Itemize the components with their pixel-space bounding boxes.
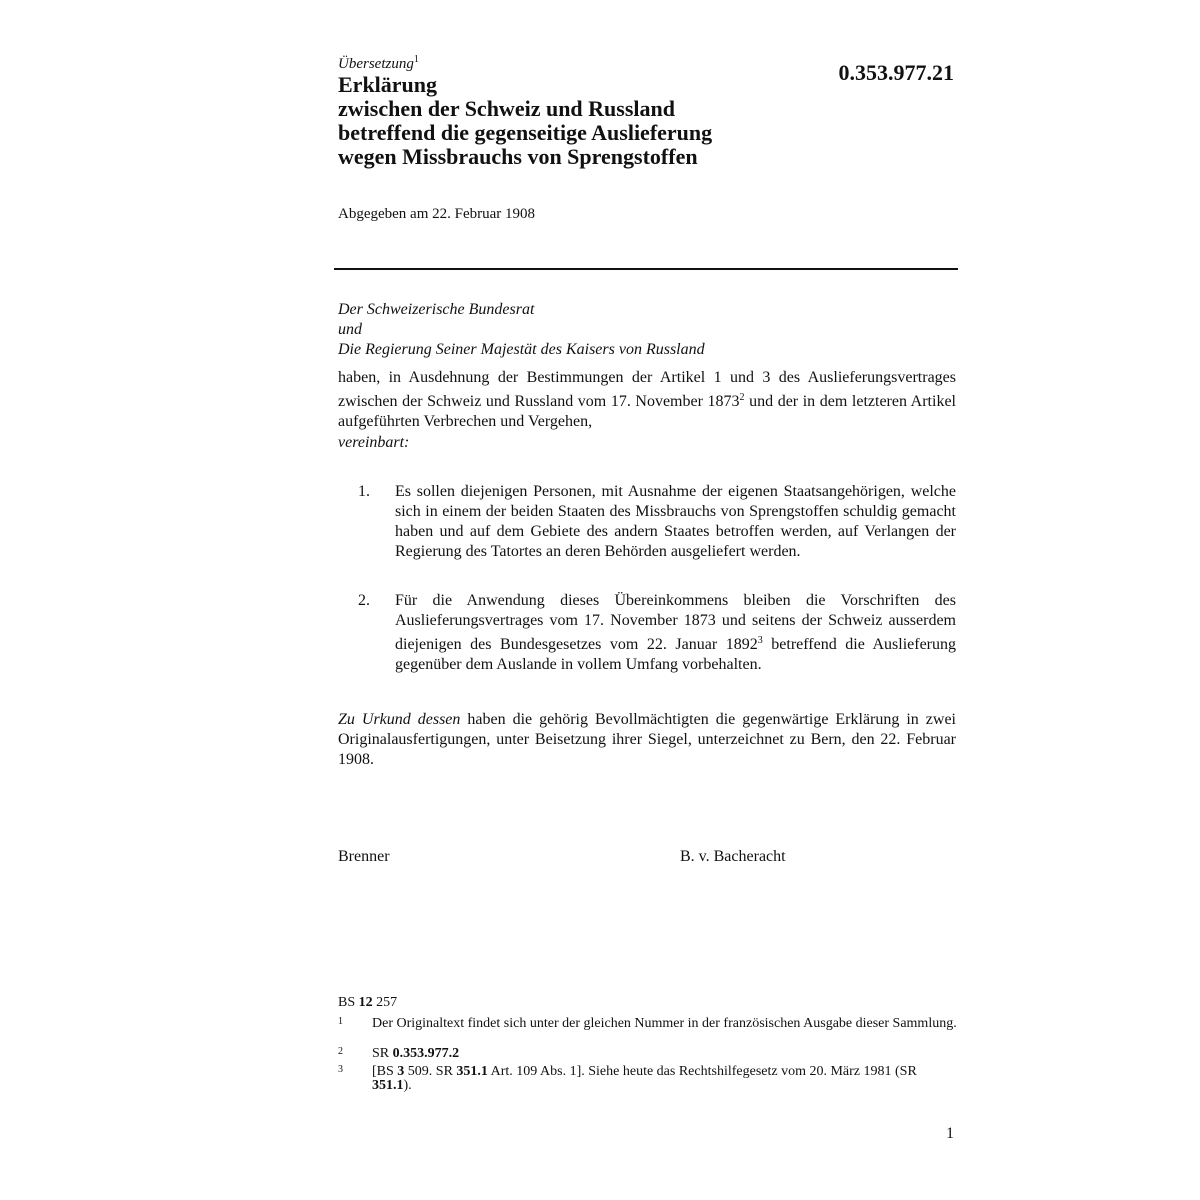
footnote-number: 2 <box>338 1046 343 1057</box>
party-line: Der Schweizerische Bundesrat <box>338 301 535 318</box>
title-line: wegen Missbrauchs von Sprengstoffen <box>338 144 698 169</box>
footnote-ref-3[interactable]: 3 <box>757 635 763 646</box>
party-line: und <box>338 321 362 338</box>
sr-link[interactable]: 0.353.977.2 <box>392 1046 460 1061</box>
translation-label: Übersetzung$^1$ <box>338 54 419 72</box>
sr-link[interactable]: 351.1 <box>456 1064 488 1079</box>
sr-number: 0.353.977.21 <box>838 60 954 85</box>
footnote-text: [BS 3 509. SR 351.1 Art. 109 Abs. 1]. Siehe heute das Rechtshilfegesetz vom 20. März 1981 (SR 351.1). <box>372 1064 917 1093</box>
article-text: Es sollen diejenigen Personen, mit Ausnahme der eigenen Staatsangehörigen, welche sich in einem der beiden Staaten des Missbrauchs von Sprengstoffen schuldig gemacht haben und auf dem Gebiete des andern Staates betroffen werden, auf Verlangen der Regierung des Tatortes an deren Behörden ausgeliefert werden. <box>395 483 956 560</box>
footnote-number: 1 <box>338 1016 343 1027</box>
footnote-text: SR 0.353.977.2 <box>372 1046 460 1061</box>
footnote-ref-1[interactable]: 1 <box>413 54 419 65</box>
title-line: zwischen der Schweiz und Russland <box>338 96 675 121</box>
page-number: 1 <box>946 1125 954 1142</box>
agreed-label: vereinbart: <box>338 434 410 451</box>
party-line: Die Regierung Seiner Majestät des Kaisers von Russland <box>338 341 705 358</box>
contracting-parties <box>338 300 705 360</box>
source-reference: BS 12 257 <box>338 995 398 1010</box>
article-text: Für die Anwendung dieses Übereinkommens bleiben die Vorschriften des Auslieferungsvertrages vom 17. November 1873 und seitens der Schweiz ausserdem diejenigen des Bundesgesetzes vom 22. Januar 1892$^3$ betreffend die Auslieferung gegenüber dem Auslande in vollem Umfang vorbehalten. <box>395 592 957 673</box>
footnote-text: Der Originaltext findet sich unter der gleichen Nummer in der französischen Ausgabe dieser Sammlung. <box>372 1016 957 1031</box>
footnote-ref-2[interactable]: 2 <box>739 392 745 403</box>
closing-paragraph: Zu Urkund dessen haben die gehörig Bevollmächtigten die gegenwärtige Erklärung in zwei Originalausfertigungen, unter Beisetzung ihrer Siegel, unterzeichnet zu Bern, den 22. Februar 1908. <box>338 711 956 768</box>
issued-date: Abgegeben am 22. Februar 1908 <box>338 206 536 222</box>
article-number: 1. <box>358 483 370 500</box>
signatory-russia: B. v. Bacheracht <box>680 848 786 865</box>
title-line: betreffend die gegenseitige Auslieferung <box>338 120 713 145</box>
header-divider <box>334 268 958 270</box>
preamble-paragraph: haben, in Ausdehnung der Bestimmungen der Artikel 1 und 3 des Auslieferungsvertrages zwischen der Schweiz und Russland vom 17. November 1873$^2$ und der in dem letzteren Artikel aufgeführten Verbrechen und Vergehen, <box>338 369 956 430</box>
footnote-number: 3 <box>338 1064 343 1075</box>
signatory-switzerland: Brenner <box>338 848 390 865</box>
article-number: 2. <box>358 592 370 609</box>
title-line: Erklärung <box>338 72 438 97</box>
sr-link[interactable]: 351.1 <box>372 1078 404 1093</box>
document-title <box>338 73 818 169</box>
